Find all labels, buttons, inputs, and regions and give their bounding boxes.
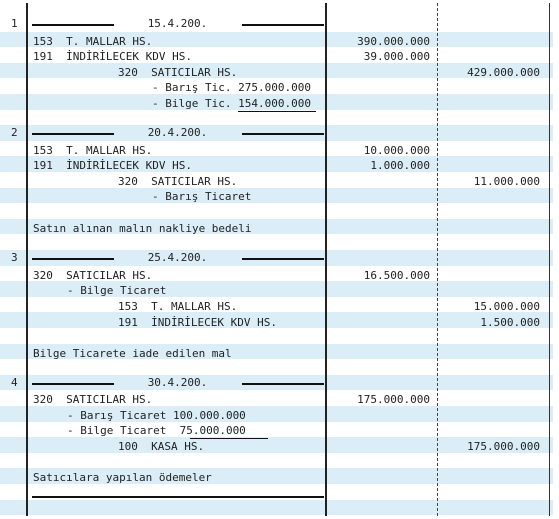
entry-line-credit: 175.000.000 xyxy=(467,440,540,453)
entry-note: Satıcılara yapılan ödemeler xyxy=(33,471,212,484)
entry-line-debit: 16.500.000 xyxy=(363,269,430,282)
left-margin-rule xyxy=(26,3,28,516)
entry-line-text: 320 SATICILAR HS. xyxy=(33,269,153,282)
entry-header-rule-left xyxy=(32,383,114,385)
entry-note: Satın alınan malın nakliye bedeli xyxy=(33,222,252,235)
entry-line-text: - Barış Ticaret xyxy=(152,190,252,203)
entry-number: 2 xyxy=(11,126,18,139)
entry-header-rule-left xyxy=(32,258,114,260)
entry-line-credit: 11.000.000 xyxy=(473,175,540,188)
credit-column-rule xyxy=(437,3,438,516)
entry-line-debit: 175.000.000 xyxy=(357,393,430,406)
entry-header-rule-right xyxy=(242,133,324,135)
closing-rule xyxy=(32,496,324,498)
entry-line-debit: 39.000.000 xyxy=(363,50,430,63)
entry-number: 3 xyxy=(11,251,18,264)
entry-date: 30.4.200. xyxy=(147,376,208,389)
entry-header-rule-right xyxy=(242,258,324,260)
entry-date: 20.4.200. xyxy=(147,126,208,139)
entry-line-text: 100 KASA HS. xyxy=(118,440,205,453)
entry-line-text: 153 T. MALLAR HS. xyxy=(118,300,238,313)
entry-line-credit: 1.500.000 xyxy=(480,316,540,329)
entry-line-text: 153 T. MALLAR HS. xyxy=(33,144,153,157)
row-stripe xyxy=(0,453,553,469)
entry-line-text: - Bilge Ticaret 75.000.000 xyxy=(67,424,246,437)
entry-date: 15.4.200. xyxy=(147,17,208,30)
entry-line-debit: 1.000.000 xyxy=(370,159,430,172)
row-stripe xyxy=(0,359,553,375)
entry-line-text: 153 T. MALLAR HS. xyxy=(33,35,153,48)
row-stripe xyxy=(0,500,553,516)
entry-number: 4 xyxy=(11,376,18,389)
entry-header-rule-right xyxy=(242,383,324,385)
entry-line-text: 320 SATICILAR HS. xyxy=(118,175,238,188)
row-stripe xyxy=(0,328,553,344)
entry-line-text: 320 SATICILAR HS. xyxy=(33,393,153,406)
entry-line-debit: 10.000.000 xyxy=(363,144,430,157)
entry-line-credit: 15.000.000 xyxy=(473,300,540,313)
subtotal-underline xyxy=(190,438,268,439)
entry-header-rule-left xyxy=(32,24,114,26)
row-stripe xyxy=(0,234,553,250)
entry-line-text: 191 İNDİRİLECEK KDV HS. xyxy=(33,159,192,172)
entry-line-text: - Barış Tic. 275.000.000 xyxy=(152,81,311,94)
right-margin-rule xyxy=(549,3,550,516)
entry-line-text: - Barış Ticaret 100.000.000 xyxy=(67,409,246,422)
entry-line-debit: 390.000.000 xyxy=(357,35,430,48)
entry-note: Bilge Ticarete iade edilen mal xyxy=(33,347,232,360)
debit-column-rule xyxy=(325,3,327,516)
entry-line-text: 320 SATICILAR HS. xyxy=(118,66,238,79)
entry-date: 25.4.200. xyxy=(147,251,208,264)
row-stripe xyxy=(0,188,553,204)
subtotal-underline xyxy=(238,111,316,112)
entry-number: 1 xyxy=(11,17,18,30)
row-stripe xyxy=(0,203,553,219)
entry-line-credit: 429.000.000 xyxy=(467,66,540,79)
entry-line-text: 191 İNDİRİLECEK KDV HS. xyxy=(118,316,277,329)
entry-line-text: - Bilge Tic. 154.000.000 xyxy=(152,97,311,110)
entry-line-text: - Bilge Ticaret xyxy=(67,284,167,297)
entry-header-rule-right xyxy=(242,24,324,26)
entry-header-rule-left xyxy=(32,133,114,135)
entry-line-text: 191 İNDİRİLECEK KDV HS. xyxy=(33,50,192,63)
